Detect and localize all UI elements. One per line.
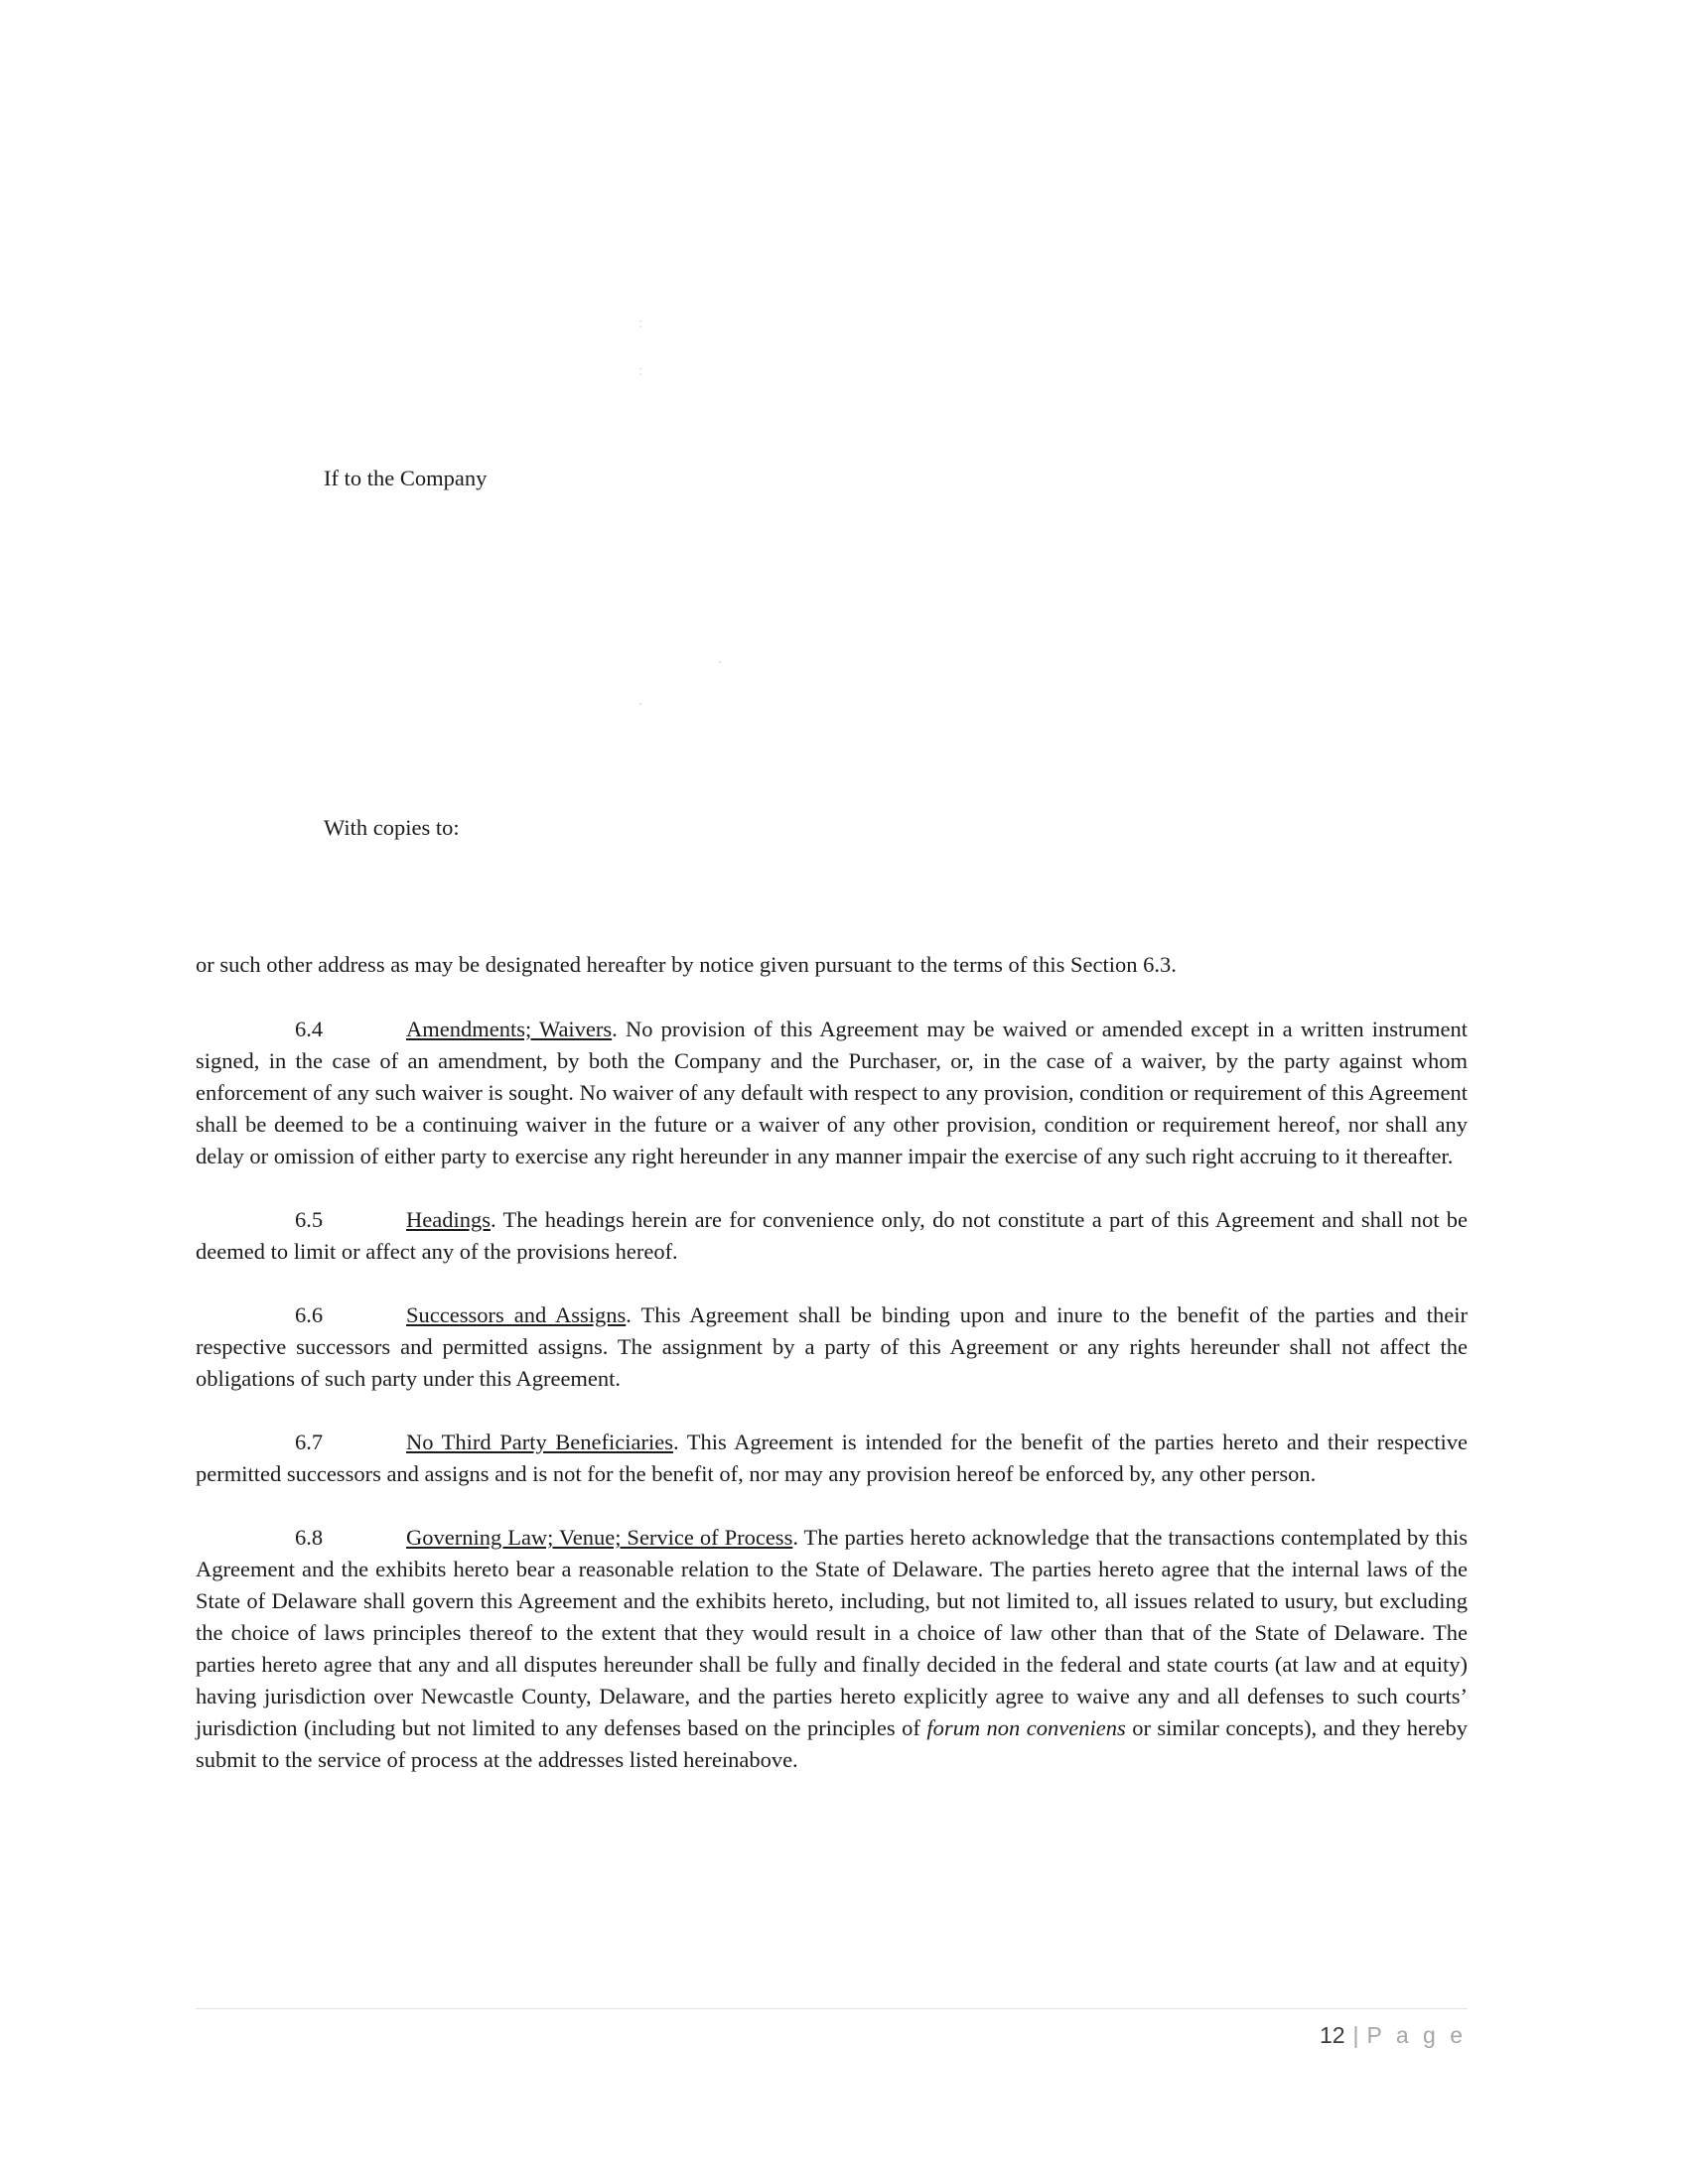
section-body: . The headings herein are for convenience only, do not constitute a part of this Agreement and shall not be deemed to limit or affect any of the provisions hereof. <box>196 1207 1468 1264</box>
with-copies-to-label: With copies to: <box>324 815 460 840</box>
section-heading: No Third Party Beneficiaries <box>406 1430 673 1454</box>
section-body: . This Agreement shall be binding upon and inure to the benefit of the parties and their respective successors and permitted assigns. The assignment by a party of this Agreement or any rights hereunder shall not affect the obligations of such party under this Agreement. <box>196 1302 1469 1391</box>
section-6-4 <box>196 1014 1468 1172</box>
section-6-8 <box>196 1522 1468 1776</box>
scan-artifact: . <box>638 692 642 709</box>
section-number: 6.5 <box>295 1207 324 1232</box>
section-heading: Headings <box>406 1207 491 1232</box>
section-number: 6.6 <box>295 1302 324 1327</box>
section-6-6 <box>196 1299 1468 1395</box>
section-6-7 <box>196 1427 1468 1490</box>
section-heading: Governing Law; Venue; Service of Process <box>406 1525 793 1550</box>
section-number: 6.4 <box>295 1017 324 1041</box>
scan-artifact: . <box>718 650 722 667</box>
section-body: . No provision of this Agreement may be waived or amended except in a written instrument signed, in the case of an amendment, by both the Company and the Purchaser, or, in the case of a waiver, by the party against whom enforcement of any such waiver is sought. No waiver of any default with respect to any provision, condition or requirement of this Agreement shall be deemed to be a continuing waiver in the future or a waiver of any other provision, condition or requirement hereof, nor shall any delay or omission of either party to exercise any right hereunder in any manner impair the exercise of any such right accruing to it thereafter. <box>196 1017 1468 1168</box>
section-6-5 <box>196 1204 1468 1268</box>
section-body: . This Agreement is intended for the benefit of the parties hereto and their respective permitted successors and assigns and is not for the benefit of, nor may any provision hereof be enforced by, any other person. <box>196 1430 1468 1486</box>
section-heading: Amendments; Waivers <box>406 1017 613 1041</box>
section-number: 6.8 <box>295 1525 324 1550</box>
latin-phrase-italic: forum non conveniens <box>926 1715 1126 1740</box>
scan-artifact: : <box>638 315 643 332</box>
intro-paragraph: or such other address as may be designated hereafter by notice given pursuant to the terms of this Section 6.3. <box>196 952 1177 977</box>
footer-page-label: P a g e <box>1366 2022 1467 2048</box>
section-body-part-2: or similar concepts), and they hereby submit to the service of process at the addresses listed hereinabove. <box>196 1715 1469 1772</box>
footer-separator: | <box>1352 2022 1359 2048</box>
section-body-part-1: . The parties hereto acknowledge that the transactions contemplated by this Agreement and the exhibits hereto bear a reasonable relation to the State of Delaware. The parties hereto agree that the internal laws of the State of Delaware shall govern this Agreement and the exhibits hereto, including, but not limited to, all issues related to usury, but excluding the choice of laws principles thereof to the extent that they would result in a choice of law other than that of the State of Delaware. The parties hereto agree that any and all disputes hereunder shall be fully and finally decided in the federal and state courts (at law and at equity) having jurisdiction over Newcastle County, Delaware, and the parties hereto explicitly agree to waive any and all defenses to such courts’ jurisdiction (including but not limited to any defenses based on the principles of <box>196 1525 1468 1740</box>
if-to-company-label: If to the Company <box>324 466 488 490</box>
section-number: 6.7 <box>295 1430 324 1454</box>
section-heading: Successors and Assigns <box>406 1302 627 1327</box>
document-body <box>196 949 1468 1808</box>
page-footer <box>1320 2019 1467 2051</box>
footer-divider <box>196 2008 1468 2009</box>
page-number: 12 <box>1319 2022 1345 2048</box>
scan-artifact: : <box>638 362 643 379</box>
